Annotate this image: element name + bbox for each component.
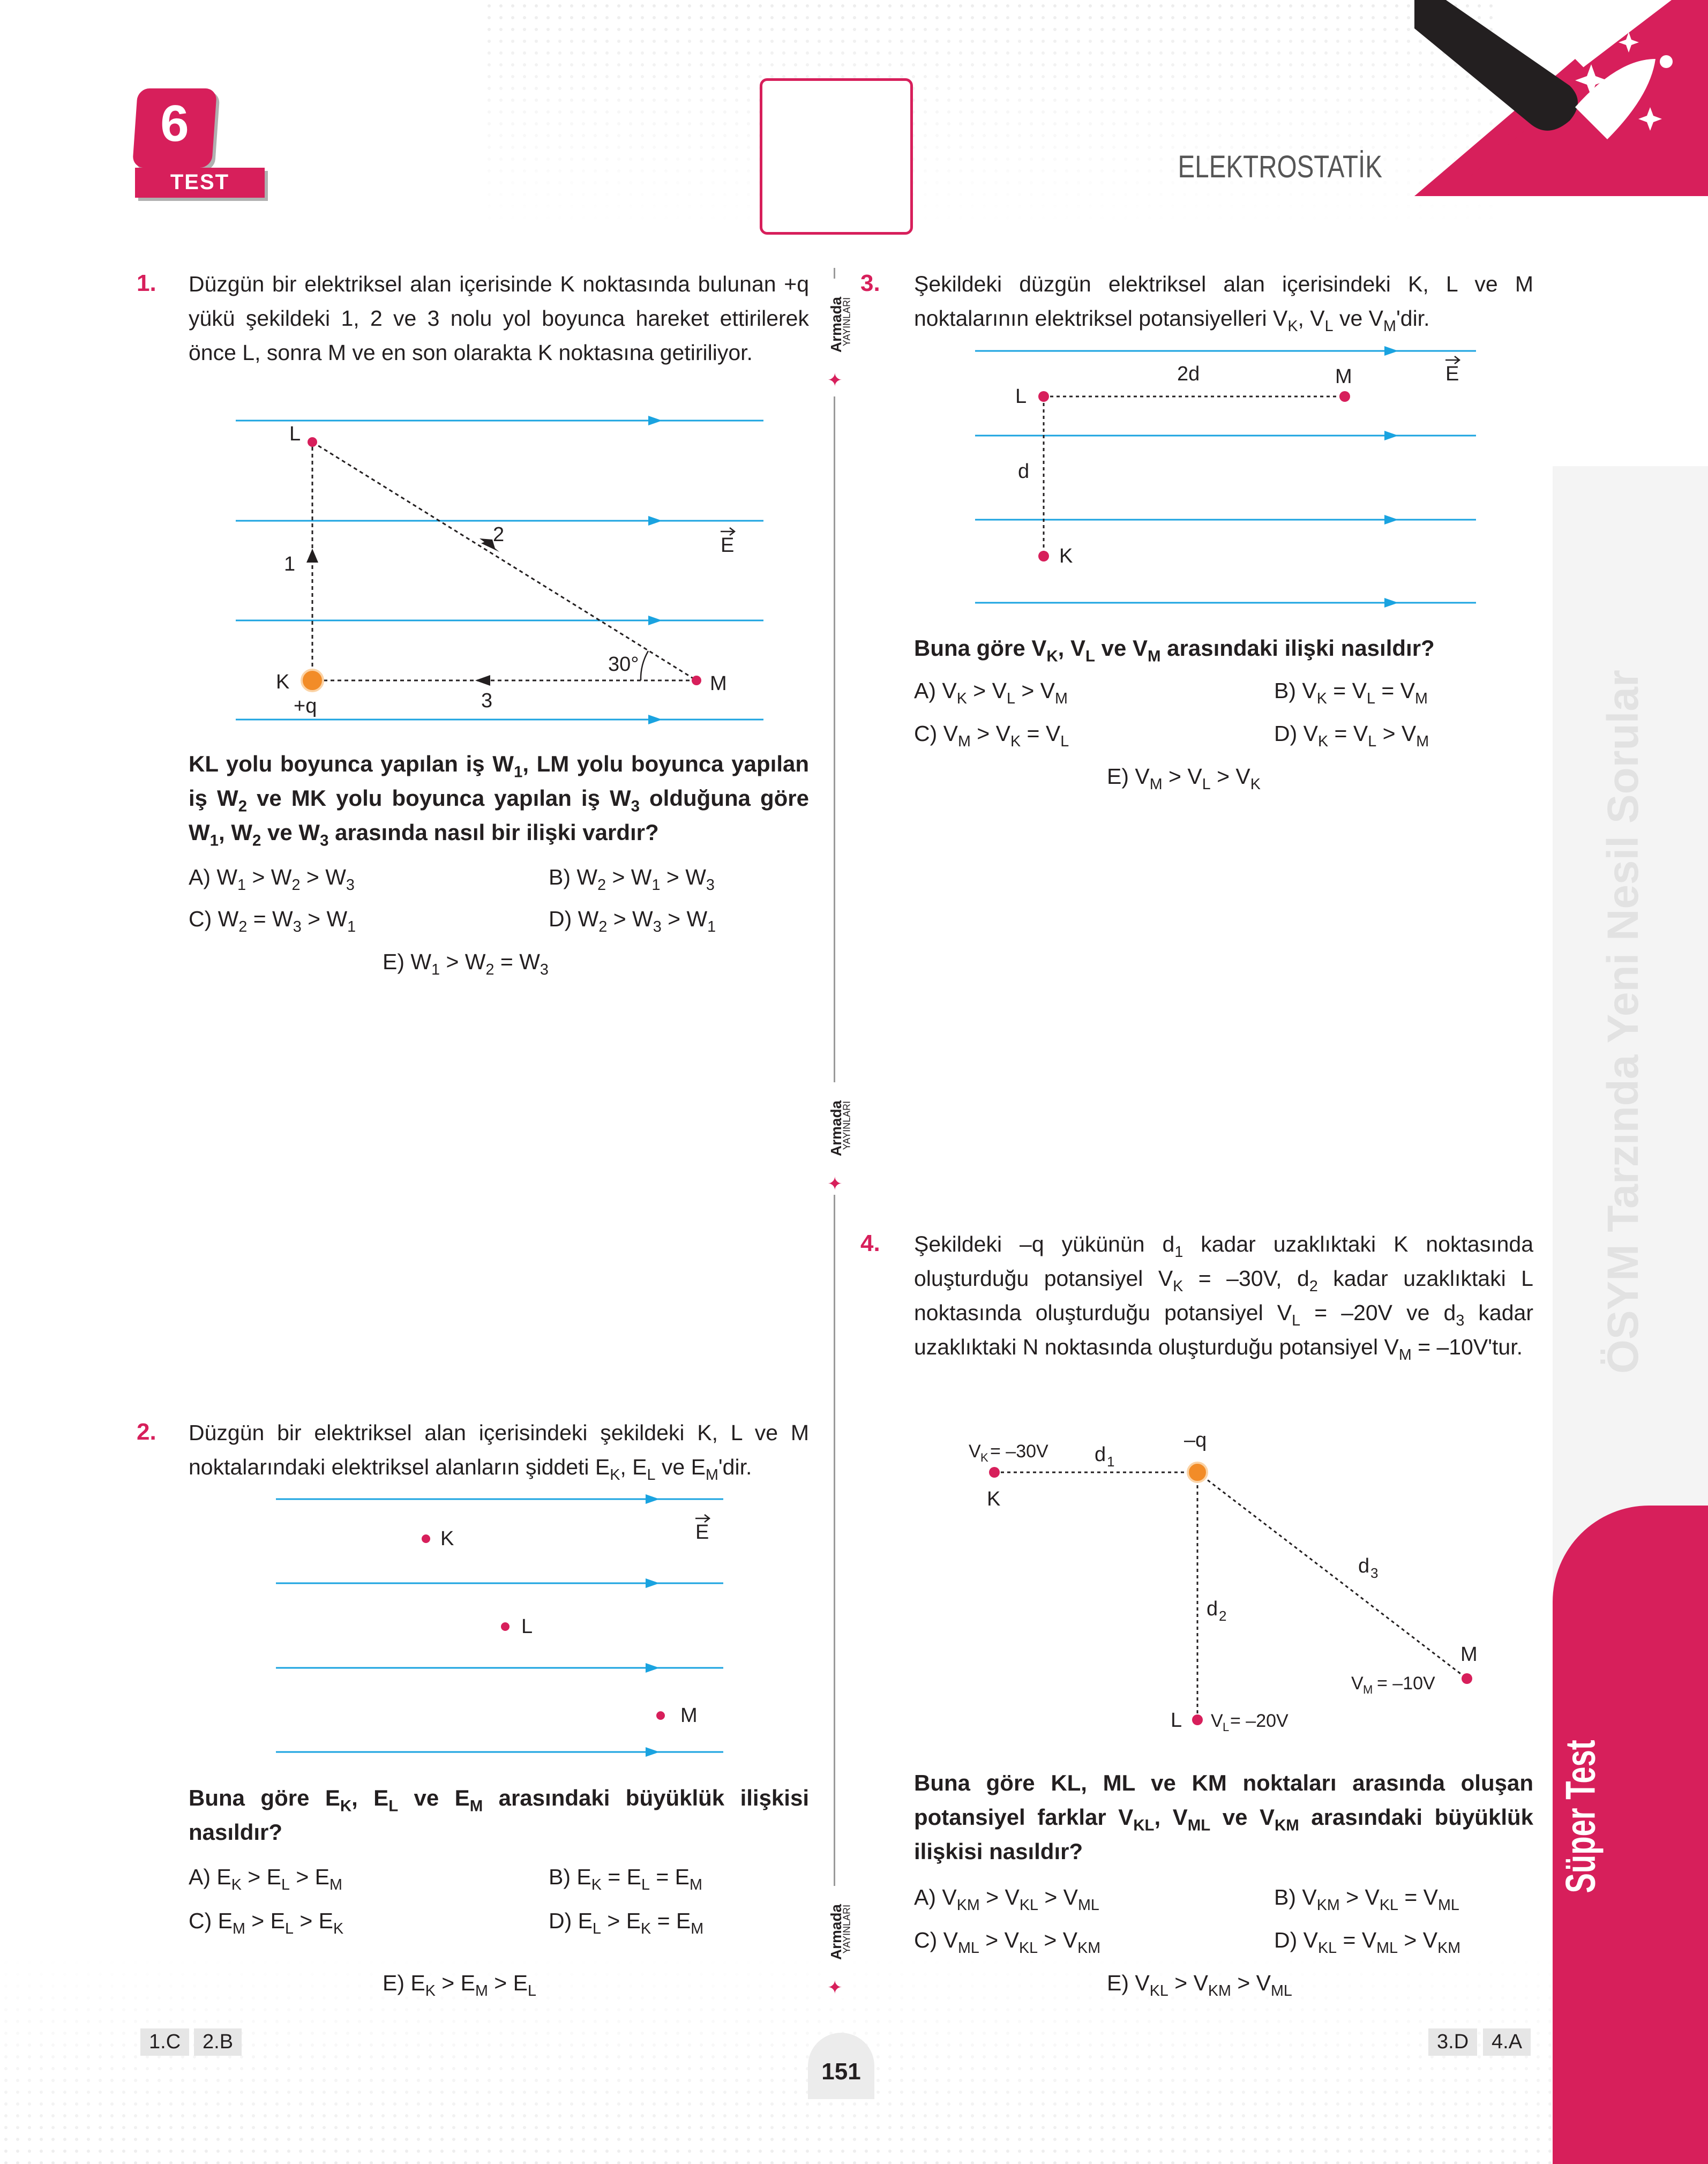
fig3-label-L: L xyxy=(1015,385,1027,408)
q2-option-e[interactable]: E) $E_K > E_M > E_L$ xyxy=(383,1971,536,2000)
question-1-text: Düzgün bir elektriksel alan içerisinde K noktasında bulunan +q yükü şekildeki 1, 2 ve 3 nolu yol boyunca hareket ettirilerek önce L, sonra M ve en son olarakta K noktasına getiriliyor. xyxy=(189,272,809,365)
answer-key-item: 4.A xyxy=(1483,2028,1531,2056)
q4-option-a[interactable]: A) $V_{KM} > V_{KL} > V_{ML}$ xyxy=(914,1885,1099,1914)
question-4-text: Şekildeki –q yükünün $d_1$ kadar uzaklıktaki K noktasında oluşturduğu potansiyel $V_K = -30V$, $d_2$ kadar uzaklıktaki L noktasında oluşturduğu potansiyel $V_L = -20V$ ve $d_3$ kadar uzaklıktaki N noktasında oluşturduğu potansiyel $V_M = -10V'tur$. xyxy=(914,1232,1534,1364)
fig4-label-d1: d xyxy=(1095,1443,1106,1466)
q3-option-a[interactable]: A) $V_K > V_L > V_M$ xyxy=(914,678,1068,708)
question-1-figure xyxy=(225,407,771,729)
fig1-label-path1: 1 xyxy=(284,553,296,575)
publisher-logo: Armada YAYINLARI ✦ xyxy=(823,1082,850,1195)
q2-option-b[interactable]: B) $E_K = E_L = E_M$ xyxy=(549,1865,702,1894)
question-4-number: 4. xyxy=(860,1230,880,1256)
fig3-label-field: E xyxy=(1445,363,1459,385)
fig4-label-d2: d xyxy=(1207,1598,1218,1620)
svg-text:2: 2 xyxy=(1219,1608,1227,1624)
fig2-label-field: E xyxy=(695,1521,709,1544)
fig3-label-K: K xyxy=(1059,545,1073,567)
fig3-label-d: d xyxy=(1018,460,1030,483)
question-1-number: 1. xyxy=(137,270,156,296)
answer-key-item: 3.D xyxy=(1428,2028,1477,2056)
q1-option-d[interactable]: D) $W_2 > W_3 > W_1$ xyxy=(549,907,716,936)
question-4-figure xyxy=(959,1425,1516,1747)
svg-text:V: V xyxy=(1211,1711,1223,1731)
fig1-label-path3: 3 xyxy=(481,690,493,712)
svg-text:M: M xyxy=(1363,1683,1373,1696)
svg-text:3: 3 xyxy=(1370,1565,1379,1581)
question-2-prompt: Buna göre $E_K$, $E_L$ ve $E_M$ arasındaki büyüklük ilişkisi nasıldır? xyxy=(189,1785,809,1845)
test-label: TEST xyxy=(170,170,230,194)
fig4-value-VK: = –30V xyxy=(990,1441,1048,1462)
fig4-value-VL: = –20V xyxy=(1230,1711,1289,1731)
test-number: 6 xyxy=(160,95,189,152)
fig1-label-path2: 2 xyxy=(493,523,505,546)
answer-box xyxy=(760,78,913,235)
q4-option-d[interactable]: D) $V_{KL} = V_{ML} > V_{KM}$ xyxy=(1274,1928,1461,1957)
publisher-star-icon: ✦ xyxy=(827,1978,843,1998)
question-3-text: Şekildeki düzgün elektriksel alan içerisindeki K, L ve M noktalarının elektriksel potansiyelleri $V_K$, $V_L$ ve $V_M'dir$. xyxy=(914,272,1533,335)
publisher-logo: Armada YAYINLARI ✦ xyxy=(823,1886,850,1998)
fig3-label-M: M xyxy=(1335,365,1352,388)
question-4-prompt: Buna göre KL, ML ve KM noktaları arasında oluşan potansiyel farklar $V_{KL}$, $V_{ML}$ ve $V_{KM}$ arasındaki büyüklük ilişkisi nasıldır? xyxy=(914,1770,1533,1864)
side-banner-red: Süper Test xyxy=(1556,1740,1604,1893)
answer-key-item: 2.B xyxy=(194,2028,242,2056)
svg-text:L: L xyxy=(1223,1720,1230,1734)
q2-option-d[interactable]: D) $E_L > E_K = E_M$ xyxy=(549,1908,704,1938)
q4-option-c[interactable]: C) $V_{ML} > V_{KL} > V_{KM}$ xyxy=(914,1928,1101,1957)
fig1-label-field: E xyxy=(721,534,735,557)
svg-text:1: 1 xyxy=(1107,1454,1115,1470)
fig1-label-K: K xyxy=(276,671,290,693)
q2-option-c[interactable]: C) $E_M > E_L > E_K$ xyxy=(189,1908,344,1938)
question-2-figure xyxy=(268,1489,739,1757)
question-2-text: Düzgün bir elektriksel alan içerisindeki şekildeki K, L ve M noktalarındaki elektriksel alanların şiddeti $E_K$, $E_L$ ve $E_M'dir$. xyxy=(189,1420,809,1484)
question-3-figure xyxy=(964,338,1484,616)
q3-option-e[interactable]: E) $V_M > V_L > V_K$ xyxy=(1107,764,1261,793)
answer-key-item: 1.C xyxy=(140,2028,189,2056)
fig1-label-charge: +q xyxy=(294,695,317,717)
publisher-star-icon: ✦ xyxy=(827,370,843,391)
fig1-label-L: L xyxy=(289,423,301,445)
q1-option-b[interactable]: B) $W_2 > W_1 > W_3$ xyxy=(549,865,715,894)
q4-option-b[interactable]: B) $V_{KM} > V_{KL} = V_{ML}$ xyxy=(1274,1885,1459,1914)
q3-option-d[interactable]: D) $V_K = V_L > V_M$ xyxy=(1274,721,1429,751)
corner-graphic xyxy=(1414,0,1708,196)
fig4-label-L: L xyxy=(1171,1709,1182,1732)
fig1-label-M: M xyxy=(710,672,727,695)
q1-option-c[interactable]: C) $W_2 = W_3 > W_1$ xyxy=(189,907,356,936)
fig2-label-M: M xyxy=(680,1704,698,1727)
svg-text:V: V xyxy=(1351,1673,1364,1694)
q3-option-c[interactable]: C) $V_M > V_K = V_L$ xyxy=(914,721,1069,751)
topic-title: ELEKTROSTATİK xyxy=(1178,149,1382,184)
q4-option-e[interactable]: E) $V_{KL} > V_{KM} > V_{ML}$ xyxy=(1107,1971,1292,2000)
question-2-number: 2. xyxy=(137,1419,156,1445)
fig2-label-L: L xyxy=(521,1615,533,1638)
fig4-label-d3: d xyxy=(1358,1555,1370,1577)
svg-text:V: V xyxy=(969,1441,981,1462)
fig2-label-K: K xyxy=(440,1527,454,1550)
q1-option-e[interactable]: E) $W_1 > W_2 = W_3$ xyxy=(383,949,549,979)
publisher-logo: Armada YAYINLARI ✦ xyxy=(823,279,850,391)
question-3-number: 3. xyxy=(860,270,880,296)
fig4-label-K: K xyxy=(987,1488,1001,1510)
fig1-label-angle: 30° xyxy=(608,653,639,676)
fig4-label-charge: –q xyxy=(1184,1429,1207,1451)
page-number: 151 xyxy=(821,2058,861,2085)
fig4-value-VM: = –10V xyxy=(1377,1673,1435,1694)
question-1-prompt: KL yolu boyunca yapılan iş $W_1$, LM yolu boyunca yapılan iş $W_2$ ve MK yolu boyunca yapılan iş $W_3$ olduğuna göre $W_1$, $W_2$ ve $W_3$ arasında nasıl bir ilişki vardır? xyxy=(189,751,810,850)
q1-option-a[interactable]: A) $W_1 > W_2 > W_3$ xyxy=(189,865,355,894)
q2-option-a[interactable]: A) $E_K > E_L > E_M$ xyxy=(189,1865,342,1894)
svg-text:K: K xyxy=(980,1451,988,1464)
side-banner-gray: ÖSYM Tarzında Yeni Nesil Sorular xyxy=(1599,670,1647,1374)
fig4-label-M: M xyxy=(1460,1643,1478,1666)
fig3-label-2d: 2d xyxy=(1177,363,1200,385)
publisher-star-icon: ✦ xyxy=(827,1174,843,1194)
question-3-prompt: Buna göre $V_K$, $V_L$ ve $V_M$ arasındaki ilişki nasıldır? xyxy=(914,635,1435,665)
q3-option-b[interactable]: B) $V_K = V_L = V_M$ xyxy=(1274,678,1428,708)
